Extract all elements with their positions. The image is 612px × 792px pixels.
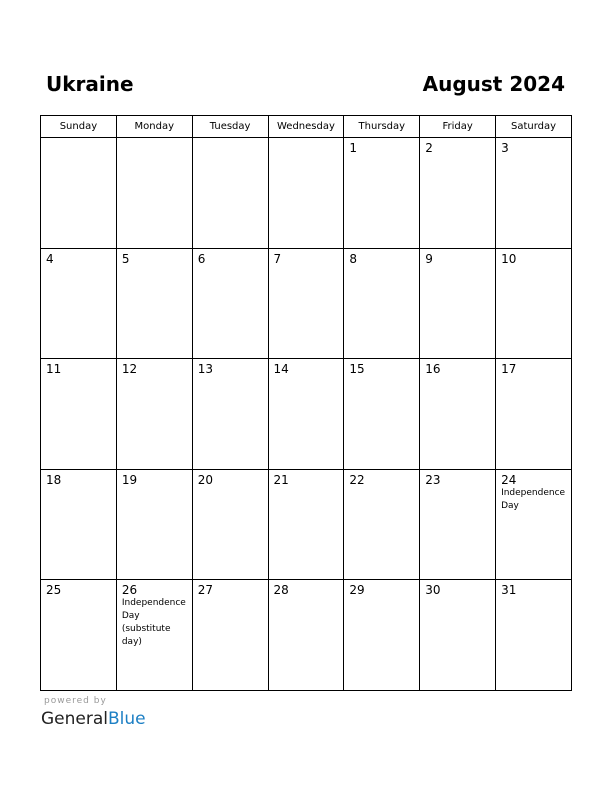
day-cell xyxy=(496,359,572,470)
weekday-header-sunday: Sunday xyxy=(41,116,117,138)
day-number: 13 xyxy=(197,362,213,376)
day-number: 29 xyxy=(349,583,365,597)
day-cell xyxy=(420,248,496,359)
weekday-header-tuesday: Tuesday xyxy=(192,116,268,138)
day-number: 5 xyxy=(121,251,130,266)
day-cell xyxy=(192,469,268,580)
day-cell xyxy=(420,359,496,470)
day-number: 4 xyxy=(46,251,54,266)
day-cell xyxy=(496,138,572,249)
day-number: 20 xyxy=(197,472,213,487)
day-cell xyxy=(496,248,572,359)
day-number: 18 xyxy=(46,472,62,487)
day-number: 12 xyxy=(121,362,138,376)
day-number: 6 xyxy=(197,251,206,266)
day-number: 2 xyxy=(425,141,433,155)
empty-day-cell xyxy=(268,138,344,249)
brand-name-part1: General xyxy=(41,709,108,729)
day-cell xyxy=(420,469,496,580)
week-row xyxy=(41,359,572,470)
day-cell xyxy=(192,359,268,470)
day-number: 11 xyxy=(46,362,62,376)
day-number: 8 xyxy=(349,251,358,266)
day-number: 27 xyxy=(197,583,213,597)
day-cell xyxy=(268,469,344,580)
holiday-label-line: (substitute xyxy=(121,624,171,634)
day-number: 17 xyxy=(501,362,517,376)
day-cell xyxy=(116,248,192,359)
day-number: 22 xyxy=(349,472,365,487)
day-cell xyxy=(420,138,496,249)
day-cell xyxy=(41,359,117,470)
day-number: 31 xyxy=(501,583,517,597)
day-cell xyxy=(268,248,344,359)
day-cell xyxy=(344,469,420,580)
day-cell xyxy=(41,248,117,359)
day-cell xyxy=(344,138,420,249)
footer xyxy=(41,695,146,729)
calendar-grid xyxy=(40,115,572,691)
day-number: 9 xyxy=(425,251,433,266)
day-number: 14 xyxy=(273,362,289,376)
day-cell xyxy=(268,580,344,691)
powered-by-text: powered by xyxy=(44,696,107,706)
weekday-header-friday: Friday xyxy=(420,116,496,138)
day-cell xyxy=(192,248,268,359)
country-title: Ukraine xyxy=(46,72,134,96)
day-cell xyxy=(116,359,192,470)
day-number: 30 xyxy=(425,583,441,597)
day-number: 24 xyxy=(501,472,517,487)
day-cell xyxy=(344,359,420,470)
holiday-label-line: Independence xyxy=(501,487,566,498)
week-row xyxy=(41,580,572,691)
empty-day-cell xyxy=(41,138,117,249)
day-number: 21 xyxy=(273,472,289,487)
weekday-header-wednesday: Wednesday xyxy=(268,116,344,138)
day-cell xyxy=(268,359,344,470)
day-number: 3 xyxy=(501,141,509,155)
day-cell xyxy=(41,580,117,691)
day-cell xyxy=(116,580,192,691)
empty-day-cell xyxy=(192,138,268,249)
weekday-header-thursday: Thursday xyxy=(344,116,420,138)
day-number: 26 xyxy=(121,583,138,597)
day-cell xyxy=(192,580,268,691)
generalblue-logo xyxy=(41,709,146,729)
holiday-label-line: day) xyxy=(121,637,142,647)
day-number: 28 xyxy=(273,583,289,597)
weekday-header-row xyxy=(41,116,572,138)
day-cell xyxy=(496,580,572,691)
month-year-title: August 2024 xyxy=(422,72,565,96)
holiday-label-line: Independence xyxy=(121,598,186,608)
day-number: 16 xyxy=(425,362,441,376)
day-number: 7 xyxy=(273,251,282,266)
weekday-header-saturday: Saturday xyxy=(496,116,572,138)
week-row xyxy=(41,138,572,249)
holiday-label-line: Day xyxy=(501,500,519,511)
week-row xyxy=(41,248,572,359)
week-row xyxy=(41,469,572,580)
day-cell xyxy=(116,469,192,580)
day-cell xyxy=(496,469,572,580)
day-cell xyxy=(344,248,420,359)
day-number: 10 xyxy=(501,251,517,266)
brand-name-part2: Blue xyxy=(108,709,146,729)
day-cell xyxy=(344,580,420,691)
day-number: 1 xyxy=(349,141,358,155)
day-number: 25 xyxy=(46,583,62,597)
day-number: 15 xyxy=(349,362,365,376)
day-number: 19 xyxy=(121,472,138,487)
day-cell xyxy=(420,580,496,691)
day-number: 23 xyxy=(425,472,441,487)
day-cell xyxy=(41,469,117,580)
empty-day-cell xyxy=(116,138,192,249)
weekday-header-monday: Monday xyxy=(116,116,192,138)
holiday-label-line: Day xyxy=(121,611,140,621)
